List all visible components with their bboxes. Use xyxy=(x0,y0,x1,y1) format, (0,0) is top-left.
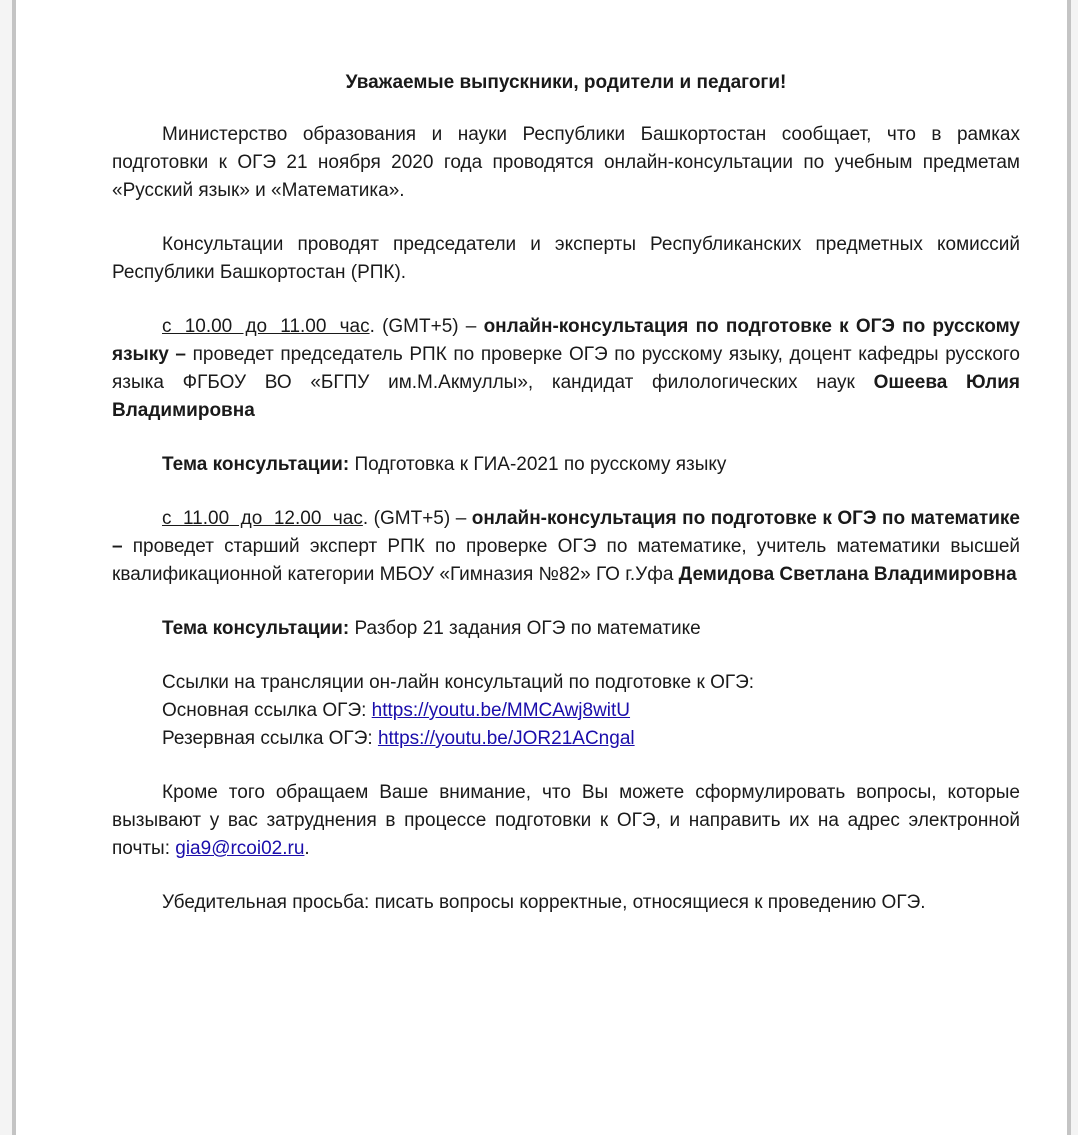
links-intro: Ссылки на трансляции он-лайн консультаций по подготовке к ОГЭ: xyxy=(162,672,755,693)
russian-expert-name: Ошеева Юлия Владимировна xyxy=(112,372,1021,421)
document-title: Уважаемые выпускники, родители и педагоги! xyxy=(345,72,787,93)
backup-link[interactable]: https://youtu.be/JOR21ACngal xyxy=(377,728,635,749)
math-timezone: . (GMT+5) – xyxy=(362,508,472,529)
backup-link-label: Резервная ссылка ОГЭ: xyxy=(162,728,378,749)
math-topic xyxy=(112,615,1020,643)
russian-subject: онлайн-консультация по подготовке к ОГЭ по русскому языку – xyxy=(112,316,1020,365)
request-paragraph: Убедительная просьба: писать вопросы корректные, относящиеся к проведению ОГЭ. xyxy=(162,892,926,913)
main-link-label: Основная ссылка ОГЭ: xyxy=(162,700,372,721)
russian-consultation-paragraph xyxy=(112,313,1020,425)
topic-label: Тема консультации: xyxy=(162,618,350,639)
math-subject: онлайн-консультация по подготовке к ОГЭ по математике – xyxy=(112,508,1020,557)
document-content xyxy=(112,69,1020,943)
russian-topic xyxy=(112,451,1020,479)
questions-text: Кроме того обращаем Ваше внимание, что Вы можете сформулировать вопросы, которые вызывают у вас затруднения в процессе подготовки к ОГЭ, и направить их на адрес электронной почты: xyxy=(112,782,1020,859)
topic-text: Разбор 21 задания ОГЭ по математике xyxy=(349,618,701,639)
russian-time: с 10.00 до 11.00 час xyxy=(162,316,370,337)
math-time: с 11.00 до 12.00 час xyxy=(162,508,363,529)
math-description: проведет старший эксперт РПК по проверке ОГЭ по математике, учитель математики высшей квалификационной категории МБОУ «Гимназия №82» ГО г.Уфа xyxy=(112,536,1020,585)
links-paragraph xyxy=(112,669,1020,753)
email-link[interactable]: gia9@rcoi02.ru xyxy=(175,838,305,859)
math-expert-name: Демидова Светлана Владимировна xyxy=(678,564,1017,585)
topic-label: Тема консультации: xyxy=(162,454,350,475)
consultants-paragraph: Консультации проводят председатели и эксперты Республиканских предметных комиссий Республики Башкортостан (РПК). xyxy=(112,234,1020,283)
main-link[interactable]: https://youtu.be/MMCAwj8witU xyxy=(371,700,631,721)
questions-paragraph xyxy=(112,779,1020,863)
math-consultation-paragraph xyxy=(112,505,1020,589)
topic-text: Подготовка к ГИА-2021 по русскому языку xyxy=(349,454,727,475)
intro-paragraph: Министерство образования и науки Республики Башкортостан сообщает, что в рамках подготовки к ОГЭ 21 ноября 2020 года проводятся онлайн-консультации по учебным предметам «Русский язык» и «Математика». xyxy=(112,124,1020,201)
russian-timezone: . (GMT+5) – xyxy=(369,316,484,337)
document-page xyxy=(12,0,1071,1135)
russian-description: проведет председатель РПК по проверке ОГЭ по русскому языку, доцент кафедры русского языка ФГБОУ ВО «БГПУ им.М.Акмуллы», кандидат филологических наук xyxy=(112,344,1021,393)
questions-end: . xyxy=(304,838,310,859)
